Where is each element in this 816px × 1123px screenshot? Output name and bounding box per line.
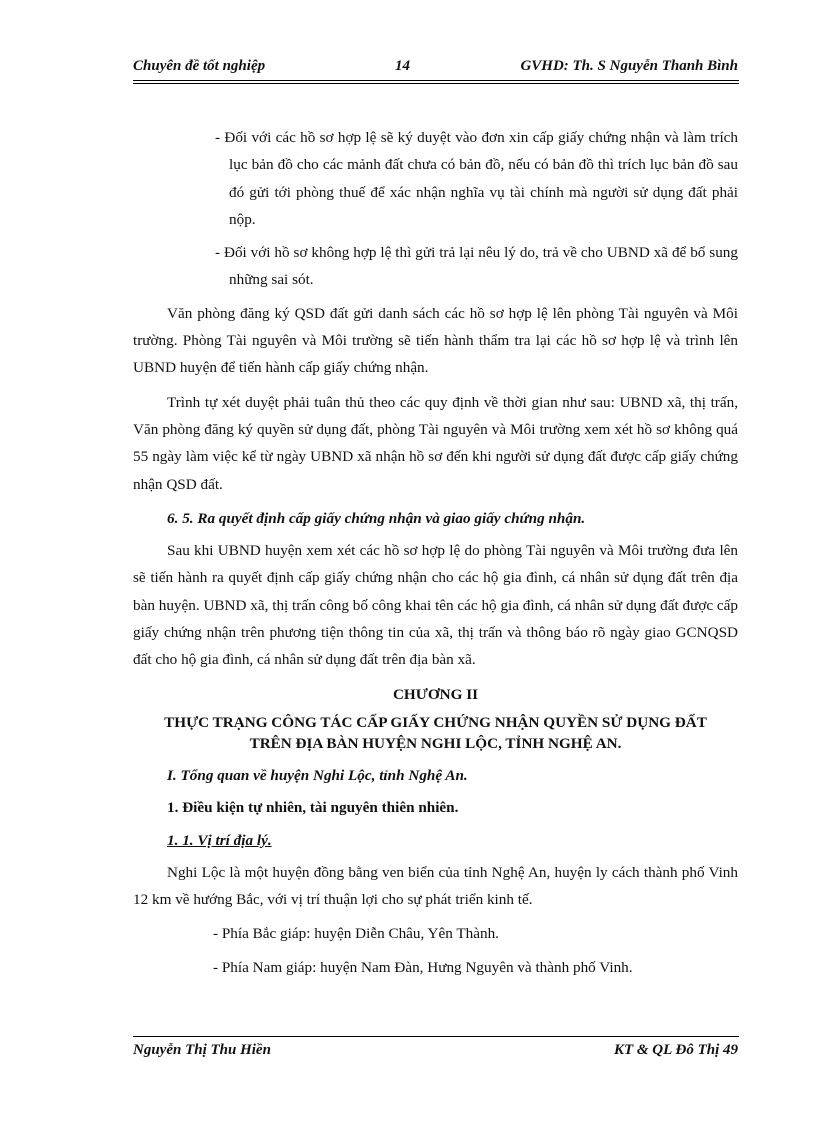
section-heading-1: 1. Điều kiện tự nhiên, tài nguyên thiên nhiên. [167, 799, 459, 817]
footer-author: Nguyễn Thị Thu Hiền [133, 1042, 271, 1058]
paragraph-review-procedure: Trình tự xét duyệt phải tuân thủ theo các quy định về thời gian như sau: UBND xã, thị trấn, Văn phòng đăng ký quyền sử dụng đất, phòng Tài nguyên và Môi trường xem xét hồ sơ không quá 55 ngày làm việc kể từ ngày UBND xã nhận hồ sơ đến khi người sử dụng đất được cấp giấy chứng nhận QSD đất. [133, 393, 738, 493]
list-item-north-border: - Phía Bắc giáp: huyện Diễn Châu, Yên Thành. [213, 925, 499, 943]
page-body [133, 124, 738, 987]
footer-class: KT & QL Đô Thị 49 [613, 1042, 738, 1058]
chapter-title: THỰC TRẠNG CÔNG TÁC CẤP GIẤY CHỨNG NHẬN QUYỀN SỬ DỤNG ĐẤT TRÊN ĐỊA BÀN HUYỆN NGHI LỘC, TỈNH NGHỆ AN. [164, 713, 707, 752]
bullet-valid-dossiers: - Đối với các hồ sơ hợp lệ sẽ ký duyệt vào đơn xin cấp giấy chứng nhận và làm trích lục bản đồ cho các mảnh đất chưa có bản đồ, nếu có bản đồ thì trích lục bản đồ sau đó gửi tới phòng thuế để xác nhận nghĩa vụ tài chính mà người sử dụng đất phải nộp. [215, 129, 738, 228]
paragraph-location: Nghi Lộc là một huyện đồng bằng ven biển của tỉnh Nghệ An, huyện ly cách thành phố Vinh 12 km về hướng Bắc, với vị trí thuận lợi cho sự phát triển kinh tế. [133, 863, 738, 909]
footer-divider [133, 1036, 739, 1037]
paragraph-decision: Sau khi UBND huyện xem xét các hồ sơ hợp lệ do phòng Tài nguyên và Môi trường đưa lên sẽ tiến hành ra quyết định cấp giấy chứng nhận cho các hộ gia đình, cá nhân sử dụng đất trên địa bàn huyện. UBND xã, thị trấn công bố công khai tên các hộ gia đình, cá nhân sử dụng đất được cấp giấy chứng nhận trên phương tiện thông tin của xã, thị trấn và thông báo rõ ngày giao GCNQSD đất cho hộ gia đình, cá nhân sử dụng đất trên địa bàn xã. [133, 542, 738, 669]
header-title: Chuyên đề tốt nghiệp [133, 58, 266, 74]
chapter-heading: CHƯƠNG II [392, 685, 479, 703]
page-footer [133, 1042, 738, 1064]
header-divider [133, 80, 739, 84]
section-heading-I: I. Tổng quan về huyện Nghi Lộc, tỉnh Nghệ An. [167, 766, 468, 784]
list-item-south-border: - Phía Nam giáp: huyện Nam Đàn, Hưng Nguyên và thành phố Vinh. [213, 958, 633, 976]
section-heading-1-1-text: 1. 1. Vị trí địa lý. [167, 831, 272, 849]
paragraph-registration-office: Văn phòng đăng ký QSD đất gửi danh sách các hồ sơ hợp lệ lên phòng Tài nguyên và Môi trường. Phòng Tài nguyên và Môi trường sẽ tiến hành thẩm tra lại các hồ sơ hợp lệ và trình lên UBND huyện để tiến hành cấp giấy chứng nhận. [133, 304, 738, 377]
page-header [133, 54, 738, 80]
header-supervisor: GVHD: Th. S Nguyễn Thanh Bình [520, 58, 738, 74]
bullet-invalid-dossiers: - Đối với hồ sơ không hợp lệ thì gửi trả lại nêu lý do, trả về cho UBND xã để bổ sung những sai sót. [215, 244, 738, 289]
subheading-6-5: 6. 5. Ra quyết định cấp giấy chứng nhận và giao giấy chứng nhận. [167, 509, 586, 527]
header-page-number: 14 [395, 58, 410, 74]
section-heading-1-1 [133, 827, 738, 854]
